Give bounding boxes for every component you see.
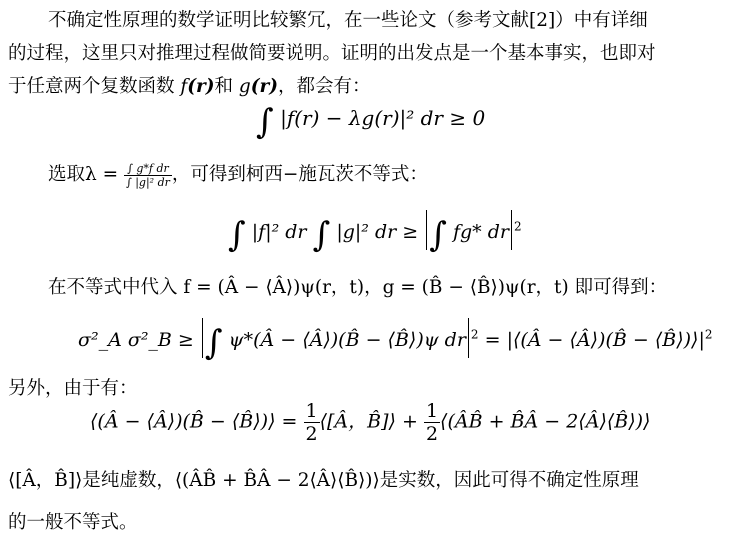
paragraph-line-3: [8, 72, 371, 98]
integral-sign: ∫: [429, 215, 447, 255]
another-line: 另外，由于有：: [8, 378, 138, 399]
text-suffix: ，都会有：: [278, 76, 371, 97]
integral-sign: ∫: [256, 102, 274, 142]
paragraph-line-2: 的过程，这里只对推理过程做简要说明。证明的出发点是一个基本事实，也即对: [8, 43, 656, 64]
var-r: (r): [187, 76, 215, 97]
lambda-prefix: 选取λ =: [48, 164, 124, 185]
equation-4-lhs: ⟨(Â − ⟨Â⟩)(B̂ − ⟨B̂⟩)⟩ =: [90, 410, 304, 433]
lambda-suffix: ，可得到柯西−施瓦茨不等式：: [171, 164, 428, 185]
half-fraction-2: [424, 400, 440, 445]
equation-2-exponent: 2: [513, 219, 522, 234]
lambda-denominator: ∫ |g|² dr: [126, 175, 170, 189]
integral-sign: ∫: [312, 215, 331, 255]
half-1-numerator: 1: [305, 400, 318, 422]
abs-bar-left: [202, 318, 203, 358]
equation-2-right: fg* dr: [452, 221, 509, 243]
equation-1-body: |f(r) − λg(r)|² dr ≥ 0: [280, 106, 486, 130]
equation-4-term1: ⟨[Â，B̂]⟩ +: [319, 410, 424, 433]
text-prefix: 于任意两个复数函数: [8, 76, 181, 97]
half-2-denominator: 2: [425, 423, 439, 445]
equation-1: [256, 102, 485, 142]
equation-3-lhs: σ²_A σ²_B ≥: [78, 329, 194, 351]
equation-2-left2: |g|² dr ≥: [336, 221, 419, 243]
integral-sign: ∫: [204, 323, 223, 363]
lambda-fraction: [124, 162, 172, 189]
substitute-line: 在不等式中代入 f = (Â − ⟨Â⟩)ψ(r，t)，g = (B̂ − ⟨B̂⟩)ψ(r，t) 即可得到：: [48, 277, 668, 298]
equation-3-integrand: ψ*(Â − ⟨Â⟩)(B̂ − ⟨B̂⟩)ψ dr: [228, 329, 466, 351]
var-f: f: [180, 76, 188, 97]
half-1-denominator: 2: [305, 423, 318, 445]
var-r2: (r): [250, 76, 279, 97]
conclusion-line-1: ⟨[Â，B̂]⟩是纯虚数，⟨(ÂB̂ + B̂Â − 2⟨Â⟩⟨B̂⟩)⟩是实数，因此可得不确定性原理: [8, 470, 639, 491]
abs-bar-right: [511, 210, 512, 250]
equation-3-mid: = |⟨(Â − ⟨Â⟩)(B̂ − ⟨B̂⟩)⟩|: [484, 329, 705, 351]
equation-3-exponent-2: 2: [704, 327, 713, 342]
abs-bar-left: [426, 210, 427, 250]
equation-4-term2: ⟨(ÂB̂ + B̂Â − 2⟨Â⟩⟨B̂⟩)⟩: [440, 410, 651, 433]
abs-bar-right: [468, 318, 469, 358]
equation-3-exponent-1: 2: [470, 327, 479, 342]
conclusion-line-2: 的一般不等式。: [8, 512, 138, 533]
lambda-line: [48, 160, 428, 189]
equation-4: [90, 400, 650, 445]
var-g: g: [238, 76, 251, 97]
text-and: 和: [214, 76, 239, 97]
paragraph-line-1: 不确定性原理的数学证明比较繁冗，在一些论文（参考文献[2]）中有详细: [48, 10, 648, 31]
integral-sign: ∫: [228, 215, 246, 255]
lambda-numerator: ∫ g*f dr: [124, 162, 172, 176]
equation-2-left1: |f|² dr: [251, 221, 307, 243]
half-2-numerator: 1: [425, 400, 439, 422]
equation-2: [228, 210, 522, 255]
equation-3: [78, 318, 713, 363]
half-fraction-1: [304, 400, 320, 445]
